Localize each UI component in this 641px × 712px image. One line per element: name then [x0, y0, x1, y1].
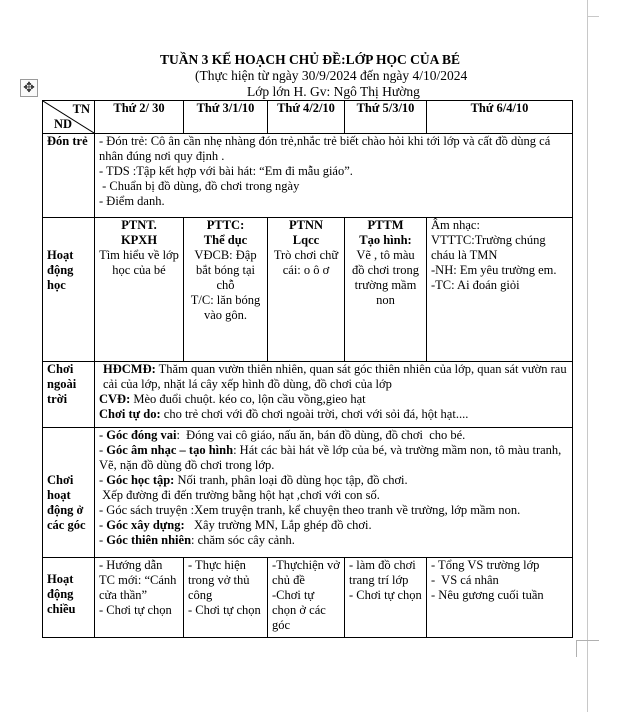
goc-item-prefix: -: [99, 443, 107, 457]
chieu-fri-line: - VS cá nhân: [431, 573, 499, 587]
hdh-tue-content: VĐCB: Đập bắt bóng tại chỗ: [194, 248, 257, 292]
chieu-wed-line: -Chơi tự chọn ở các góc: [272, 588, 326, 632]
hdh-wed-subject: PTNN: [288, 218, 324, 232]
hdh-wed: [268, 218, 345, 362]
day-header-tue: Thứ 3/1/10: [184, 101, 268, 134]
chieu-tue-line: - Thực hiện trong vở thủ công: [188, 558, 250, 602]
row-label-text: Chơi hoạt động ở các góc: [47, 473, 86, 532]
table-header-row: [43, 101, 573, 134]
row-label-hoat-dong-hoc: [43, 218, 95, 362]
page-edge-line: [587, 0, 588, 712]
hdh-mon-topic: KPXH: [120, 233, 158, 247]
plan-date-range: (Thực hiện từ ngày 30/9/2024 đến ngày 4/10/2024: [195, 68, 468, 83]
corner-label-tn: TN: [72, 102, 90, 116]
hdh-fri-line: -TC: Ai đoán giỏi: [431, 278, 520, 292]
goc-item-text: : chăm sóc cây cảnh.: [191, 533, 295, 547]
ctd-line: [99, 407, 568, 422]
chieu-mon: [95, 558, 184, 638]
row-label-choi-goc: [43, 428, 95, 558]
chieu-wed-line: -Thựchiện vở chủ đề: [272, 558, 340, 587]
hdh-mon-subject: PTNT.: [121, 218, 157, 232]
hdh-fri-line: -NH: Em yêu trường em.: [431, 263, 557, 277]
hdh-thu-content: Vẽ , tô màu đồ chơi trong trường mầm non: [351, 248, 420, 307]
goc-item-text: Xếp đường đi đến trường bằng hột hạt ,chơi với con số.: [99, 488, 380, 502]
plan-title: TUẦN 3 KẾ HOẠCH CHỦ ĐỀ:LỚP HỌC CỦA BÉ: [160, 52, 461, 67]
ctd-label: Chơi tự do:: [99, 407, 161, 421]
row-label-don-tre: Đón trẻ: [43, 134, 95, 218]
day-header-wed: Thứ 4/2/10: [268, 101, 345, 134]
chieu-tue-line: - Chơi tự chọn: [188, 603, 261, 617]
row-label-text: Hoạt động chiều: [47, 572, 76, 616]
day-header-thu: Thứ 5/3/10: [345, 101, 427, 134]
row-label-text: Hoạt động học: [47, 248, 74, 292]
goc-item-prefix: -: [99, 503, 107, 517]
hdh-fri: [427, 218, 573, 362]
goc-item-text: Góc sách truyện :Xem truyện tranh, kể chuyện theo tranh về trường, lớp mầm non.: [106, 503, 521, 517]
goc-item-title: Góc thiên nhiên: [106, 533, 192, 547]
cvd-label: CVĐ:: [99, 392, 131, 406]
page-corner-mark-top: [587, 16, 599, 17]
chieu-mon-line: - Hướng dẫn TC mới: “Cánh cửa thần”: [99, 558, 177, 602]
row-hoat-dong-chieu: [43, 558, 573, 638]
choi-goc-content: [95, 428, 573, 558]
cvd-line: [99, 392, 568, 407]
goc-item-prefix: -: [99, 518, 107, 532]
hdh-tue-content2: T/C: lăn bóng vào gôn.: [190, 293, 261, 322]
chieu-thu: [345, 558, 427, 638]
hdh-thu-subject: PTTM: [367, 218, 404, 232]
goc-item: [99, 443, 568, 473]
page-corner-mark-bottom: [576, 640, 599, 657]
hdcmd-text: Thăm quan vườn thiên nhiên, quan sát góc thiên nhiên của lớp, quan sát vườn rau cải của lớp, nhặt lá cây xếp hình đồ dùng, đồ chơi của lớp: [103, 362, 567, 391]
row-label-choi-ngoai-troi: Chơi ngoài trời: [43, 362, 95, 428]
goc-item-title: Góc âm nhạc – tạo hình: [106, 443, 234, 457]
goc-item-prefix: -: [99, 473, 107, 487]
hdh-tue-topic: Thể dục: [203, 233, 248, 247]
plan-class-teacher: Lớp lớn H. Gv: Ngô Thị Hường: [247, 84, 420, 99]
chieu-thu-line: - Chơi tự chọn: [349, 588, 422, 602]
goc-item: [99, 488, 568, 503]
weekly-plan-table: [42, 100, 573, 638]
goc-item: [99, 533, 568, 548]
hdh-tue-subject: PTTC:: [206, 218, 245, 232]
chieu-wed: [268, 558, 345, 638]
hdh-fri-line: VTTTC:Trường chúng cháu là TMN: [431, 233, 546, 262]
corner-label-nd: ND: [54, 117, 73, 131]
chieu-fri: [427, 558, 573, 638]
chieu-tue: [184, 558, 268, 638]
row-hoat-dong-hoc: [43, 218, 573, 362]
goc-item-title: Góc xây dựng:: [106, 518, 185, 532]
don-tre-line: - Đón trẻ: Cô ân cần nhẹ nhàng đón trẻ,nhắc trẻ biết chào hỏi khi tới lớp và cất đồ dùng cá nhân đúng nơi quy định .: [99, 134, 551, 163]
hdh-mon-content: Tìm hiểu về lớp học của bé: [99, 248, 179, 277]
row-label-hoat-dong-chieu: [43, 558, 95, 638]
day-header-fri: Thứ 6/4/10: [427, 101, 573, 134]
day-header-mon: Thứ 2/ 30: [95, 101, 184, 134]
goc-item-text: : Đóng vai cô giáo, nấu ăn, bán đồ dùng, đồ chơi cho bé.: [176, 428, 466, 442]
goc-item-title: Góc học tập:: [106, 473, 175, 487]
goc-item: [99, 473, 568, 488]
corner-cell: [43, 101, 95, 134]
goc-item: [99, 503, 568, 518]
hdh-wed-content: Trò chơi chữ cái: o ô ơ: [273, 248, 339, 277]
goc-item-prefix: -: [99, 428, 107, 442]
goc-item-title: Góc đóng vai: [106, 428, 177, 442]
chieu-thu-line: - làm đồ chơi trang trí lớp: [349, 558, 416, 587]
hdh-thu: [345, 218, 427, 362]
choi-ngoai-troi-content: [95, 362, 573, 428]
hdh-mon: [95, 218, 184, 362]
hdcmd-line: [99, 362, 568, 392]
goc-item-text: Nối tranh, phân loại đồ dùng học tập, đồ chơi.: [174, 473, 408, 487]
don-tre-content: [95, 134, 573, 218]
goc-item-text: Xây trường MN, Lắp ghép đồ chơi.: [184, 518, 372, 532]
don-tre-line: - TDS :Tập kết hợp với bài hát: “Em đi mẫu giáo”.: [99, 164, 353, 178]
chieu-fri-line: - Tổng VS trường lớp: [431, 558, 540, 572]
row-don-tre: [43, 134, 573, 218]
chieu-fri-line: - Nêu gương cuối tuần: [431, 588, 544, 602]
row-choi-ngoai-troi: [43, 362, 573, 428]
don-tre-line: - Chuẩn bị đồ dùng, đồ chơi trong ngày: [99, 179, 300, 193]
hdh-tue: [184, 218, 268, 362]
ctd-text: cho trẻ chơi với đồ chơi ngoài trời, chơi với sỏi đá, hột hạt....: [160, 407, 469, 421]
chieu-mon-line: - Chơi tự chọn: [99, 603, 172, 617]
row-choi-goc: [43, 428, 573, 558]
goc-item: [99, 428, 568, 443]
hdh-wed-topic: Lqcc: [292, 233, 320, 247]
goc-item-prefix: -: [99, 533, 107, 547]
move-icon[interactable]: ✥: [20, 79, 38, 97]
goc-item-text: : Hát các bài hát về lớp của bé, và trường mầm non, tô màu tranh, Vẽ, nặn đồ dùng đồ chơi trong lớp.: [99, 443, 562, 472]
goc-item: [99, 518, 568, 533]
cvd-text: Mèo đuổi chuột. kéo co, lộn cầu vồng,gieo hạt: [130, 392, 366, 406]
hdcmd-label: HĐCMĐ:: [103, 362, 156, 376]
don-tre-line: - Điểm danh.: [99, 194, 165, 208]
hdh-thu-topic: Tạo hình:: [359, 233, 412, 247]
hdh-fri-line: Âm nhạc:: [431, 218, 480, 232]
